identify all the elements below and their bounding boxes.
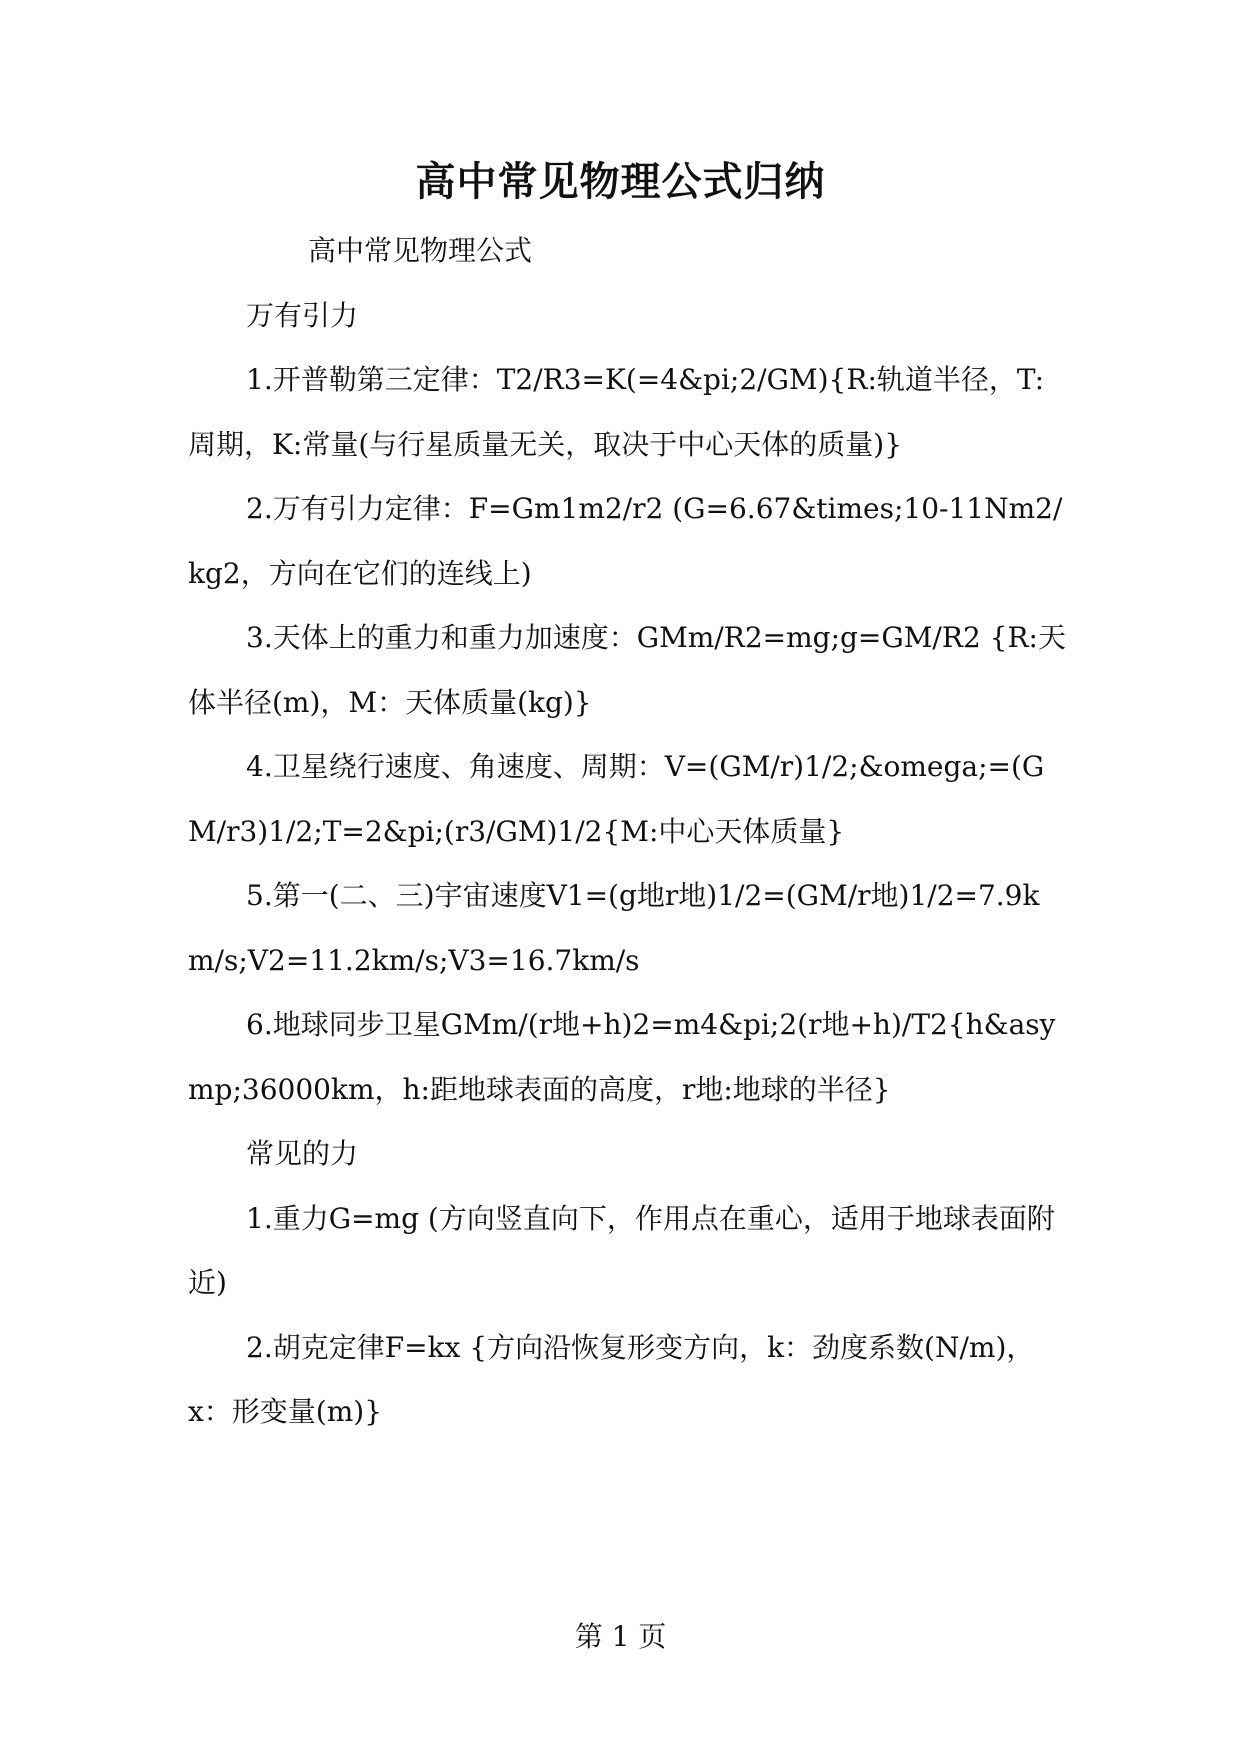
paragraph-kepler-third-law: 1.开普勒第三定律：T2/R3=K(=4&pi;2/GM){R:轨道半径，T:周期，K:常量(与行星质量无关，取决于中心天体的质量)} <box>188 363 1045 461</box>
document-title: 高中常见物理公式归纳 <box>415 158 826 205</box>
paragraph-gravity-force: 1.重力G=mg (方向竖直向下，作用点在重心，适用于地球表面附近) <box>188 1201 1055 1299</box>
document-body <box>188 219 1068 1445</box>
paragraph-surface-gravity: 3.天体上的重力和重力加速度：GMm/R2=mg;g=GM/R2 {R:天体半径(m)，M：天体质量(kg)} <box>188 621 1066 719</box>
section-heading-gravitation: 万有引力 <box>246 298 359 332</box>
paragraph-cosmic-velocity: 5.第一(二、三)宇宙速度V1=(g地r地)1/2=(GM/r地)1/2=7.9km/s;V2=11.2km/s;V3=16.7km/s <box>188 879 1040 977</box>
subtitle: 高中常见物理公式 <box>308 234 533 267</box>
paragraph-geostationary-satellite: 6.地球同步卫星GMm/(r地+h)2=m4&pi;2(r地+h)/T2{h&asymp;36000km，h:距地球表面的高度，r地:地球的半径} <box>188 1008 1056 1106</box>
paragraph-satellite-orbit: 4.卫星绕行速度、角速度、周期：V=(GM/r)1/2;&omega;=(GM/r3)1/2;T=2&pi;(r3/GM)1/2{M:中心天体质量} <box>188 750 1045 848</box>
section-heading-common-forces: 常见的力 <box>246 1137 359 1170</box>
paragraph-universal-gravitation: 2.万有引力定律：F=Gm1m2/r2 (G=6.67&times;10-11Nm2/kg2，方向在它们的连线上) <box>188 492 1063 590</box>
page-footer: 第 1 页 <box>574 1620 667 1653</box>
paragraph-hooke-law: 2.胡克定律F=kx {方向沿恢复形变方向，k：劲度系数(N/m)，x：形变量(m)} <box>188 1330 1035 1428</box>
